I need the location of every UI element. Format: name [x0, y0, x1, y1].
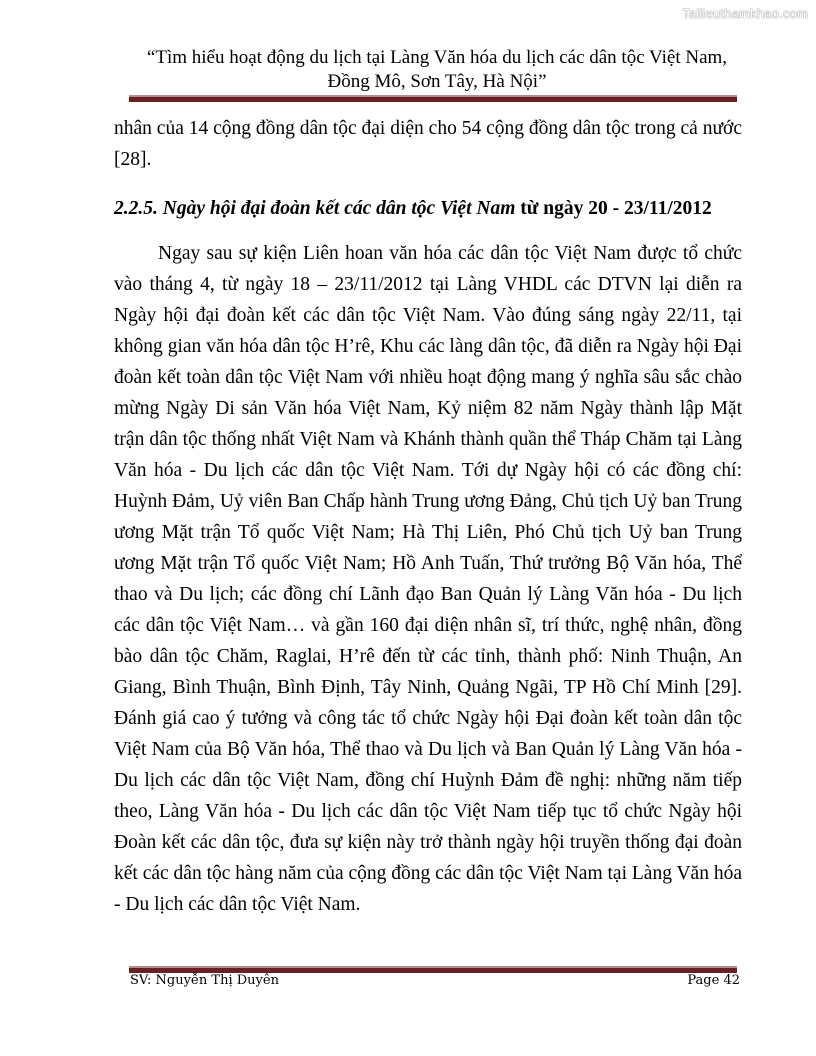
- page-number: Page 42: [687, 973, 740, 988]
- page-footer: [130, 973, 740, 988]
- continuation-paragraph: nhân của 14 cộng đồng dân tộc đại diện cho 54 cộng đồng dân tộc trong cả nước [28].: [114, 118, 742, 170]
- header-divider: [129, 95, 737, 102]
- footer-author: SV: Nguyễn Thị Duyên: [130, 973, 279, 988]
- page-header: [112, 46, 762, 94]
- header-title-line-2: Đồng Mô, Sơn Tây, Hà Nội”: [327, 71, 547, 92]
- section-heading-title: 2.2.5. Ngày hội đại đoàn kết các dân tộc Việt Nam: [114, 198, 516, 219]
- body-paragraph: Ngay sau sự kiện Liên hoan văn hóa các dân tộc Việt Nam được tổ chức vào tháng 4, từ ngày 18 – 23/11/2012 tại Làng VHDL các DTVN lại diễn ra Ngày hội đại đoàn kết các dân tộc Việt Nam. Vào đúng sáng ngày 22/11, tại không gian văn hóa dân tộc H’rê, Khu các làng dân tộc, đã diễn ra Ngày hội Đại đoàn kết toàn dân tộc Việt Nam với nhiều hoạt động mang ý nghĩa sâu sắc chào mừng Ngày Di sản Văn hóa Việt Nam, Kỷ niệm 82 năm Ngày thành lập Mặt trận dân tộc thống nhất Việt Nam và Khánh thành quần thể Tháp Chăm tại Làng Văn hóa - Du lịch các dân tộc Việt Nam. Tới dự Ngày hội có các đồng chí: Huỳnh Đảm, Uỷ viên Ban Chấp hành Trung ương Đảng, Chủ tịch Uỷ ban Trung ương Mặt trận Tổ quốc Việt Nam; Hà Thị Liên, Phó Chủ tịch Uỷ ban Trung ương Mặt trận Tổ quốc Việt Nam; Hồ Anh Tuấn, Thứ trưởng Bộ Văn hóa, Thể thao và Du lịch; các đồng chí Lãnh đạo Ban Quản lý Làng Văn hóa - Du lịch các dân tộc Việt Nam… và gần 160 đại diện nhân sĩ, trí thức, nghệ nhân, đồng bào dân tộc Chăm, Raglai, H’rê đến từ các tỉnh, thành phố: Ninh Thuận, An Giang, Bình Thuận, Bình Định, Tây Ninh, Quảng Ngãi, TP Hồ Chí Minh [29]. Đánh giá cao ý tưởng và công tác tổ chức Ngày hội Đại đoàn kết toàn dân tộc Việt Nam của Bộ Văn hóa, Thể thao và Du lịch và Ban Quản lý Làng Văn hóa - Du lịch các dân tộc Việt Nam, đồng chí Huỳnh Đảm đề nghị: những năm tiếp theo, Làng Văn hóa - Du lịch các dân tộc Việt Nam tiếp tục tổ chức Ngày hội Đoàn kết các dân tộc, đưa sự kiện này trở thành ngày hội truyền thống đại đoàn kết các dân tộc hàng năm của cộng đồng các dân tộc Việt Nam tại Làng Văn hóa - Du lịch các dân tộc Việt Nam.: [114, 243, 742, 915]
- section-heading-date: từ ngày 20 - 23/11/2012: [515, 198, 712, 219]
- watermark: Tailieuthamkhao.com: [682, 6, 808, 21]
- page-body: [114, 113, 742, 920]
- section-heading: [114, 193, 742, 224]
- header-title-line-1: “Tìm hiểu hoạt động du lịch tại Làng Văn hóa du lịch các dân tộc Việt Nam,: [146, 47, 728, 68]
- footer-divider: [129, 966, 737, 973]
